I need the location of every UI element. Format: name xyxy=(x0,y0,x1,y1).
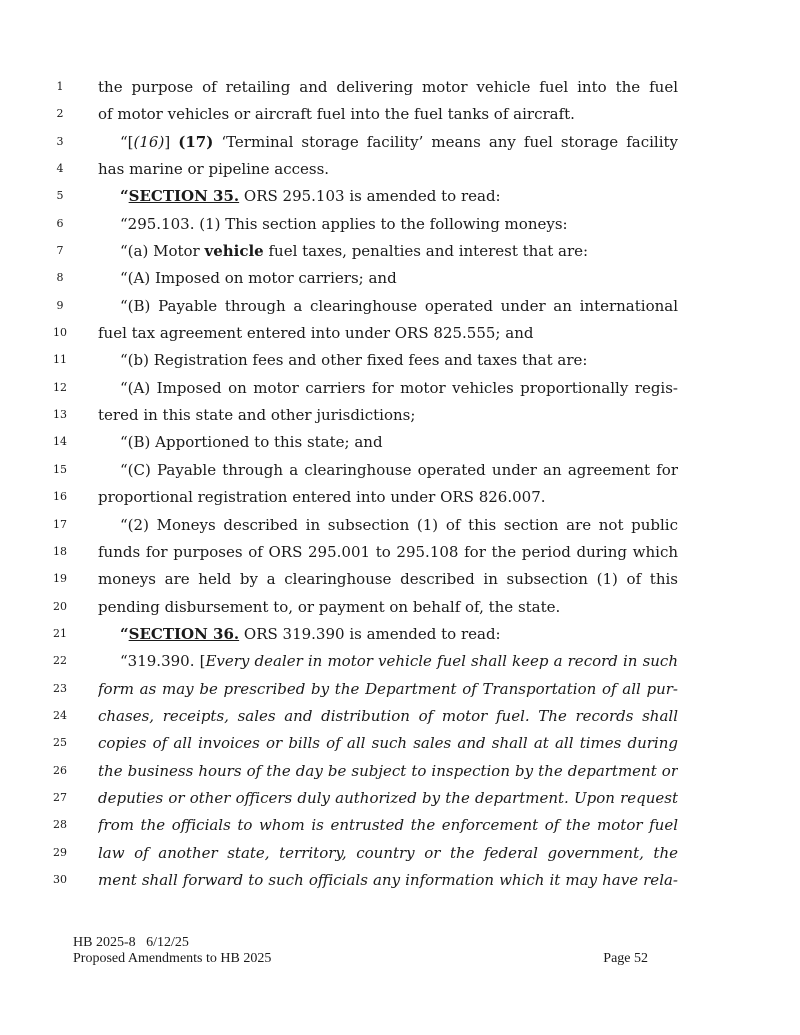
line-text xyxy=(98,567,678,591)
line-number: 16 xyxy=(53,490,67,504)
document-line xyxy=(0,376,800,403)
text-run: ment shall forward to such officials any information which it may have rela- xyxy=(98,870,678,889)
document-line xyxy=(0,458,800,485)
text-run: “295.103. (1) This section applies to the following moneys: xyxy=(120,214,568,233)
document-line xyxy=(0,731,800,758)
line-number: 13 xyxy=(53,408,67,422)
text-run: law of another state, territory, country or the federal government, the xyxy=(98,843,678,862)
line-text xyxy=(98,513,678,537)
document-line xyxy=(0,704,800,731)
text-run: Every dealer in motor vehicle fuel shall keep a record in such xyxy=(205,652,678,671)
text-run: fuel tax agreement entered into under ORS 825.555; and xyxy=(98,324,534,343)
line-text xyxy=(98,212,678,236)
line-number: 17 xyxy=(53,517,67,531)
document-line xyxy=(0,595,800,622)
line-number: 24 xyxy=(53,708,67,722)
document-line xyxy=(0,868,800,895)
text-run: “(A) Imposed on motor carriers for motor vehicles proportionally regis- xyxy=(120,378,678,397)
document-line xyxy=(0,157,800,184)
text-run: ORS 295.103 is amended to read: xyxy=(239,187,501,206)
line-text xyxy=(98,704,678,728)
line-number: 1 xyxy=(56,80,64,93)
line-number: 27 xyxy=(53,790,67,804)
line-number: 12 xyxy=(53,380,67,394)
line-number: 18 xyxy=(53,544,67,558)
text-run: “(b) Registration fees and other fixed fees and taxes that are: xyxy=(120,351,588,370)
document-line xyxy=(0,212,800,239)
line-text xyxy=(98,430,678,454)
document-line xyxy=(0,75,800,102)
line-text xyxy=(98,239,678,263)
line-number: 19 xyxy=(53,572,67,586)
document-line xyxy=(0,841,800,868)
line-number: 10 xyxy=(53,326,67,340)
line-text xyxy=(98,786,678,810)
document-line xyxy=(0,540,800,567)
line-text xyxy=(98,321,678,345)
line-text xyxy=(98,841,678,865)
document-line xyxy=(0,239,800,266)
line-number: 7 xyxy=(56,244,64,258)
footer-bill-line xyxy=(73,935,653,951)
document-line xyxy=(0,430,800,457)
line-text xyxy=(98,622,678,646)
line-text xyxy=(98,649,678,673)
document-line xyxy=(0,348,800,375)
line-text xyxy=(98,348,678,372)
text-run: from the officials to whom is entrusted the enforcement of the motor fuel xyxy=(98,816,678,835)
document-line xyxy=(0,102,800,129)
line-text xyxy=(98,130,678,154)
line-text xyxy=(98,813,678,837)
document-line xyxy=(0,813,800,840)
document-line xyxy=(0,759,800,786)
page-footer xyxy=(73,935,653,967)
text-run: fuel taxes, penalties and interest that are: xyxy=(263,242,589,261)
line-text xyxy=(98,376,678,400)
text-run: ] xyxy=(164,132,179,151)
line-text xyxy=(98,184,678,208)
text-run: the business hours of the day be subject to inspection by the department or xyxy=(98,761,678,780)
text-run: SECTION 35. xyxy=(128,187,240,206)
line-text xyxy=(98,102,678,126)
line-number: 11 xyxy=(53,353,67,367)
document-line xyxy=(0,266,800,293)
text-run: copies of all invoices or bills of all such sales and shall at all times during xyxy=(98,734,678,753)
text-run: tered in this state and other jurisdictions; xyxy=(98,406,416,425)
text-run: “(B) Payable through a clearinghouse operated under an international xyxy=(120,296,678,315)
document-line xyxy=(0,513,800,540)
text-run: has marine or pipeline access. xyxy=(98,160,330,179)
text-run: proportional registration entered into under ORS 826.007. xyxy=(98,488,546,507)
line-text xyxy=(98,294,678,318)
page-number: Page 52 xyxy=(603,951,648,966)
text-run: funds for purposes of ORS 295.001 to 295.108 for the period during which xyxy=(98,542,678,561)
line-text xyxy=(98,458,678,482)
text-run: “(a) Motor xyxy=(120,242,205,261)
text-run: moneys are held by a clearinghouse described in subsection (1) of this xyxy=(98,570,678,589)
document-line xyxy=(0,677,800,704)
text-run: deputies or other officers duly authorized by the department. Upon request xyxy=(98,788,678,807)
text-run: “(B) Apportioned to this state; and xyxy=(120,433,383,452)
line-number: 9 xyxy=(56,298,64,312)
line-text xyxy=(98,485,678,509)
text-run: “ xyxy=(120,624,129,643)
text-run: pending disbursement to, or payment on behalf of, the state. xyxy=(98,597,561,616)
line-number: 2 xyxy=(56,107,64,121)
line-text xyxy=(98,677,678,701)
text-run: vehicle xyxy=(204,242,264,261)
document-body xyxy=(0,75,800,895)
document-line xyxy=(0,403,800,430)
line-text xyxy=(98,157,678,181)
text-run: “ xyxy=(120,187,129,206)
line-number: 6 xyxy=(56,216,64,230)
text-run: “[ xyxy=(120,132,134,151)
text-run: “(2) Moneys described in subsection (1) of this section are not public xyxy=(120,515,678,534)
line-text xyxy=(98,868,678,892)
footer-bill-id: HB 2025-8 xyxy=(73,935,136,950)
line-text xyxy=(98,403,678,427)
line-number: 23 xyxy=(53,681,67,695)
line-text xyxy=(98,266,678,290)
document-line xyxy=(0,321,800,348)
text-run: ORS 319.390 is amended to read: xyxy=(239,624,501,643)
line-number: 21 xyxy=(53,626,67,640)
text-run: “319.390. [ xyxy=(120,652,206,671)
document-line xyxy=(0,786,800,813)
line-number: 29 xyxy=(53,845,67,859)
text-run: “(C) Payable through a clearinghouse operated under an agreement for xyxy=(120,460,678,479)
text-run: of motor vehicles or aircraft fuel into the fuel tanks of aircraft. xyxy=(98,105,575,124)
document-line xyxy=(0,485,800,512)
text-run: SECTION 36. xyxy=(128,624,240,643)
document-line xyxy=(0,130,800,157)
line-number: 28 xyxy=(53,818,67,832)
line-number: 3 xyxy=(56,134,64,148)
text-run: ‘Terminal storage facility’ means any fuel storage facility xyxy=(221,132,678,151)
line-number: 22 xyxy=(53,654,67,668)
document-line xyxy=(0,649,800,676)
footer-title: Proposed Amendments to HB 2025 xyxy=(73,951,272,966)
line-number: 26 xyxy=(53,763,67,777)
footer-date: 6/12/25 xyxy=(146,935,189,950)
line-number: 14 xyxy=(53,435,67,449)
line-number: 25 xyxy=(53,736,67,750)
line-text xyxy=(98,75,678,99)
line-text xyxy=(98,540,678,564)
text-run: (16) xyxy=(133,132,165,151)
line-number: 8 xyxy=(56,271,64,285)
document-line xyxy=(0,184,800,211)
text-run: chases, receipts, sales and distribution of motor fuel. The records shall xyxy=(98,706,678,725)
line-number: 5 xyxy=(56,189,64,203)
document-line xyxy=(0,294,800,321)
text-run: “(A) Imposed on motor carriers; and xyxy=(120,269,397,288)
line-number: 4 xyxy=(56,162,64,176)
document-line xyxy=(0,622,800,649)
text-run: the purpose of retailing and delivering motor vehicle fuel into the fuel xyxy=(98,78,678,96)
line-number: 20 xyxy=(53,599,67,613)
document-line xyxy=(0,567,800,594)
text-run: form as may be prescribed by the Department of Transportation of all pur- xyxy=(98,679,678,698)
line-text xyxy=(98,595,678,619)
text-run: (17) xyxy=(178,132,214,151)
line-text xyxy=(98,731,678,755)
line-number: 30 xyxy=(53,872,67,886)
line-number: 15 xyxy=(53,462,67,476)
line-text xyxy=(98,759,678,783)
